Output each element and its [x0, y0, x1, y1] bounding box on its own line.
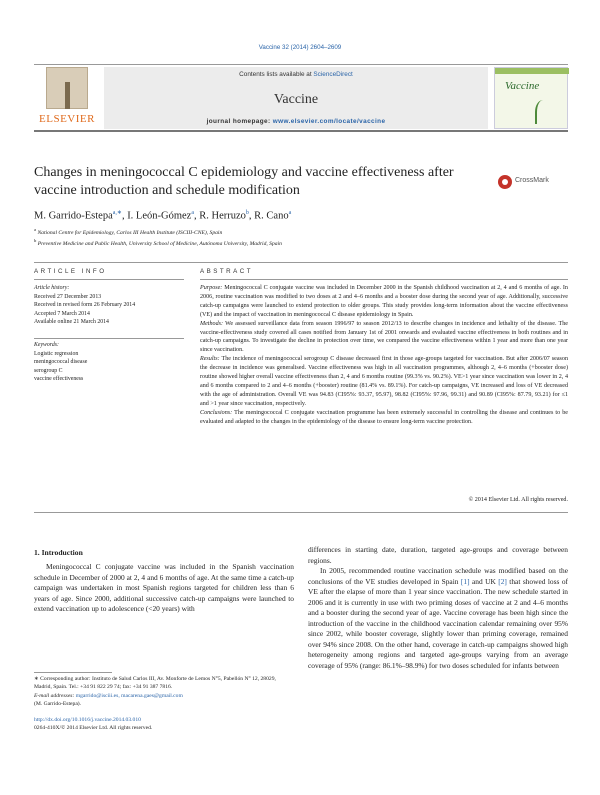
abstract-body: [200, 284, 568, 427]
footnote-divider: [34, 672, 112, 673]
body-column-right: [308, 545, 568, 672]
author-affiliation-mark[interactable]: a: [288, 210, 292, 216]
cover-title: Vaccine: [505, 80, 540, 92]
author-name[interactable]: R. Cano: [254, 210, 289, 222]
reference-link[interactable]: [2]: [498, 576, 507, 586]
journal-banner: [104, 67, 488, 129]
author-affiliation-mark[interactable]: a: [191, 210, 194, 216]
cover-band: [495, 68, 569, 74]
abstract-purpose: Purpose: Meningococcal C conjugate vaccine was included in December 2000 in the Spanish childhood vaccination at 2, 4 and 6 months of age. In 2006, routine vaccination was modified to two doses at 2 and 4–6 months and a booster dose during the second year of age. Additionally, successive catch-up campaigns were launched to extend protection to older groups. This study provides long-term information about the vaccine effectiveness (VE) and the impact of vaccination in meningococcal C disease epidemiology in Spain.: [200, 285, 568, 318]
author-affiliation-mark[interactable]: b: [245, 210, 249, 216]
homepage-line: journal homepage: www.elsevier.com/locate/vaccine: [206, 118, 386, 125]
article-title: Changes in meningococcal C epidemiology and vaccine effectiveness after vaccine introduction and schedule modification: [34, 165, 454, 198]
section-heading-introduction: 1. Introduction: [34, 548, 83, 557]
body-column-left: [34, 562, 294, 615]
abstract-heading: ABSTRACT: [200, 268, 254, 275]
abstract-methods: Methods: We assessed surveillance data from season 1996/97 to season 2012/13 to describe changes in incidence and lethality of the disease. The vaccine-effectiveness study covered all cases notified from January 1st of 2001 onwards and evaluated vaccine effectiveness in both routines and in catch-up campaigns. To investigate the decline in protection over time, we compared the vaccine effectiveness within 1 year and more than one year since vaccination.: [200, 320, 568, 354]
email-link[interactable]: mgarrido@isciii.es, macarena.gaes@gmail.com: [75, 692, 183, 699]
keywords-label: Keywords:: [34, 342, 59, 348]
author-name[interactable]: R. Herruzo: [199, 210, 246, 222]
cover-plant-icon: [535, 100, 551, 124]
journal-name: Vaccine: [273, 92, 319, 107]
article-history: [34, 284, 184, 327]
crossmark-icon: [498, 175, 512, 189]
abstract-copyright: © 2014 Elsevier Ltd. All rights reserved.: [468, 497, 568, 503]
history-label: Article history:: [34, 285, 70, 291]
author-name[interactable]: M. Garrido-Estepa: [34, 210, 113, 222]
author-affiliation-mark[interactable]: a,∗: [112, 210, 122, 216]
email-line: E-mail addresses: mgarrido@isciii.es, macarena.gaes@gmail.com: [34, 692, 183, 699]
affiliation: $^b$ Preventive Medicine and Public Health, University School of Medicine, Autónoma University, Madrid, Spain: [34, 238, 282, 248]
journal-cover: [494, 67, 568, 129]
body-paragraph: Meningococcal C conjugate vaccine was included in the Spanish vaccination schedule in December of 2000 at 2, 4 and 6 months of age. At the same time a catch-up campaign was undertaken in most Spanish regions targeted for children less than 6 years of age. Since 2000, additional successive catch-up campaigns were launched to extend vaccination up to adolescence (<20 years) with: [34, 562, 294, 614]
abstract-conclusions: Conclusions: The meningococcal C conjugate vaccination programme has been extremely successful in controlling the disease and continues to be evaluated and adapted to the changes in the epidemiology of the disease to ensure long-term vaccine protection.: [200, 409, 568, 425]
keyword: serogroup C: [34, 367, 63, 374]
divider: [200, 279, 568, 280]
divider: [34, 338, 184, 339]
crossmark-badge[interactable]: [498, 175, 568, 189]
sciencedirect-link[interactable]: ScienceDirect: [313, 71, 353, 78]
contents-line: Contents lists available at ScienceDirect: [239, 71, 353, 78]
abstract-results: Results: The incidence of meningococcal serogroup C disease decreased first in those age-groups targeted for vaccination. But after 2006/07 season the decrease in incidence was generalised. Vaccine effectiveness was high in all vaccination programmes, although 2, 4–6 months (+booster dose) routine showed higher overall vaccine effectiveness than 2, 4 and 6 months routine (99.3% vs. 90.2%). VE>1 year since vaccination was lower in 2, 4 and 6 months compared to 2 and 4–6 months (+booster) routine (81.4% vs. 89.1%). For catch-up campaigns, VE increased and loss of VE decreased with the age of administration. Overall VE was 94.83 (CI95%: 93.37, 95.97), 98.82 (CI95%: 97.96, 99.31) and 90.89 (CI95%: 87.79, 93.21) for ≤1 and >1 year since vaccination, respectively.: [200, 356, 568, 407]
affiliations: [34, 226, 554, 249]
article-info-heading: ARTICLE INFO: [34, 268, 107, 275]
author-list: M. Garrido-Estepa$^{a,∗}$, I. León-Gómez$^a$, R. Herruzo$^b$, R. Cano$^a$: [34, 210, 292, 222]
keyword: vaccine effectiveness: [34, 376, 84, 383]
journal-homepage-link[interactable]: www.elsevier.com/locate/vaccine: [272, 118, 386, 125]
footnote: [34, 675, 294, 709]
crossmark-label: CrossMark: [515, 177, 549, 184]
body-paragraph: In 2005, recommended routine vaccination schedule was modified based on the conclusions of the VE studies developed in Spain [1] and UK [2] that showed loss of VE after the elapse of more than 1 year since vaccination. The new schedule started in 2006 and it is currently in use with two priming doses of vaccine at 2 and 4–6 months and a booster during the second year of age. Vaccine coverage has been high since the introduction of the vaccine in the childhood vaccination calendar remaining over 95% since 2002, while booster coverage, slightly lower than priming coverage, remained over 94% since 2008. On the other hand, coverage in catch-up campaigns showed high heterogeneity among regions and targeted age-groups varying from an average coverage of 95% (range: 86.1%–98.9%) for two doses scheduled for infants between: [308, 566, 568, 671]
reference-link[interactable]: [1]: [460, 576, 470, 586]
history-item: Available online 21 March 2014: [34, 319, 109, 326]
issn-line: 0264-410X/© 2014 Elsevier Ltd. All rights reserved.: [34, 725, 153, 732]
doi-link[interactable]: http://dx.doi.org/10.1016/j.vaccine.2014.03.010: [34, 717, 141, 723]
keywords: [34, 341, 184, 384]
body-paragraph: differences in starting date, duration, targeted age-groups and coverage between regions.: [308, 545, 568, 565]
doi-block: [34, 716, 294, 733]
divider: [34, 279, 184, 280]
divider: [34, 512, 568, 513]
author-name[interactable]: I. León-Gómez: [127, 210, 192, 222]
history-item: Received 27 December 2013: [34, 293, 102, 300]
elsevier-logo: [34, 67, 100, 131]
publisher-logo-text: ELSEVIER: [39, 113, 95, 125]
elsevier-tree-icon: [46, 67, 88, 109]
affiliation: $^a$ National Centre for Epidemiology, Carlos III Health Institute (ISCIII-CNE), Spain: [34, 227, 223, 236]
keyword: Logistic regression: [34, 350, 79, 357]
history-item: Accepted 7 March 2014: [34, 310, 90, 317]
history-item: Received in revised form 26 February 2014: [34, 302, 136, 309]
keyword: meningococcal disease: [34, 359, 88, 366]
email-owner: (M. Garrido-Estepa).: [34, 701, 82, 708]
corresponding-author-note: ∗ Corresponding author: Instituto de Salud Carlos III, Av. Monforte de Lemos N°5, Pabellón N° 12, 28029, Madrid, Spain. Tel.: +34 91 822 29 74; fax: +34 91 387 7816.: [34, 676, 276, 691]
journal-citation[interactable]: Vaccine 32 (2014) 2604–2609: [258, 44, 342, 51]
divider: [34, 262, 568, 263]
